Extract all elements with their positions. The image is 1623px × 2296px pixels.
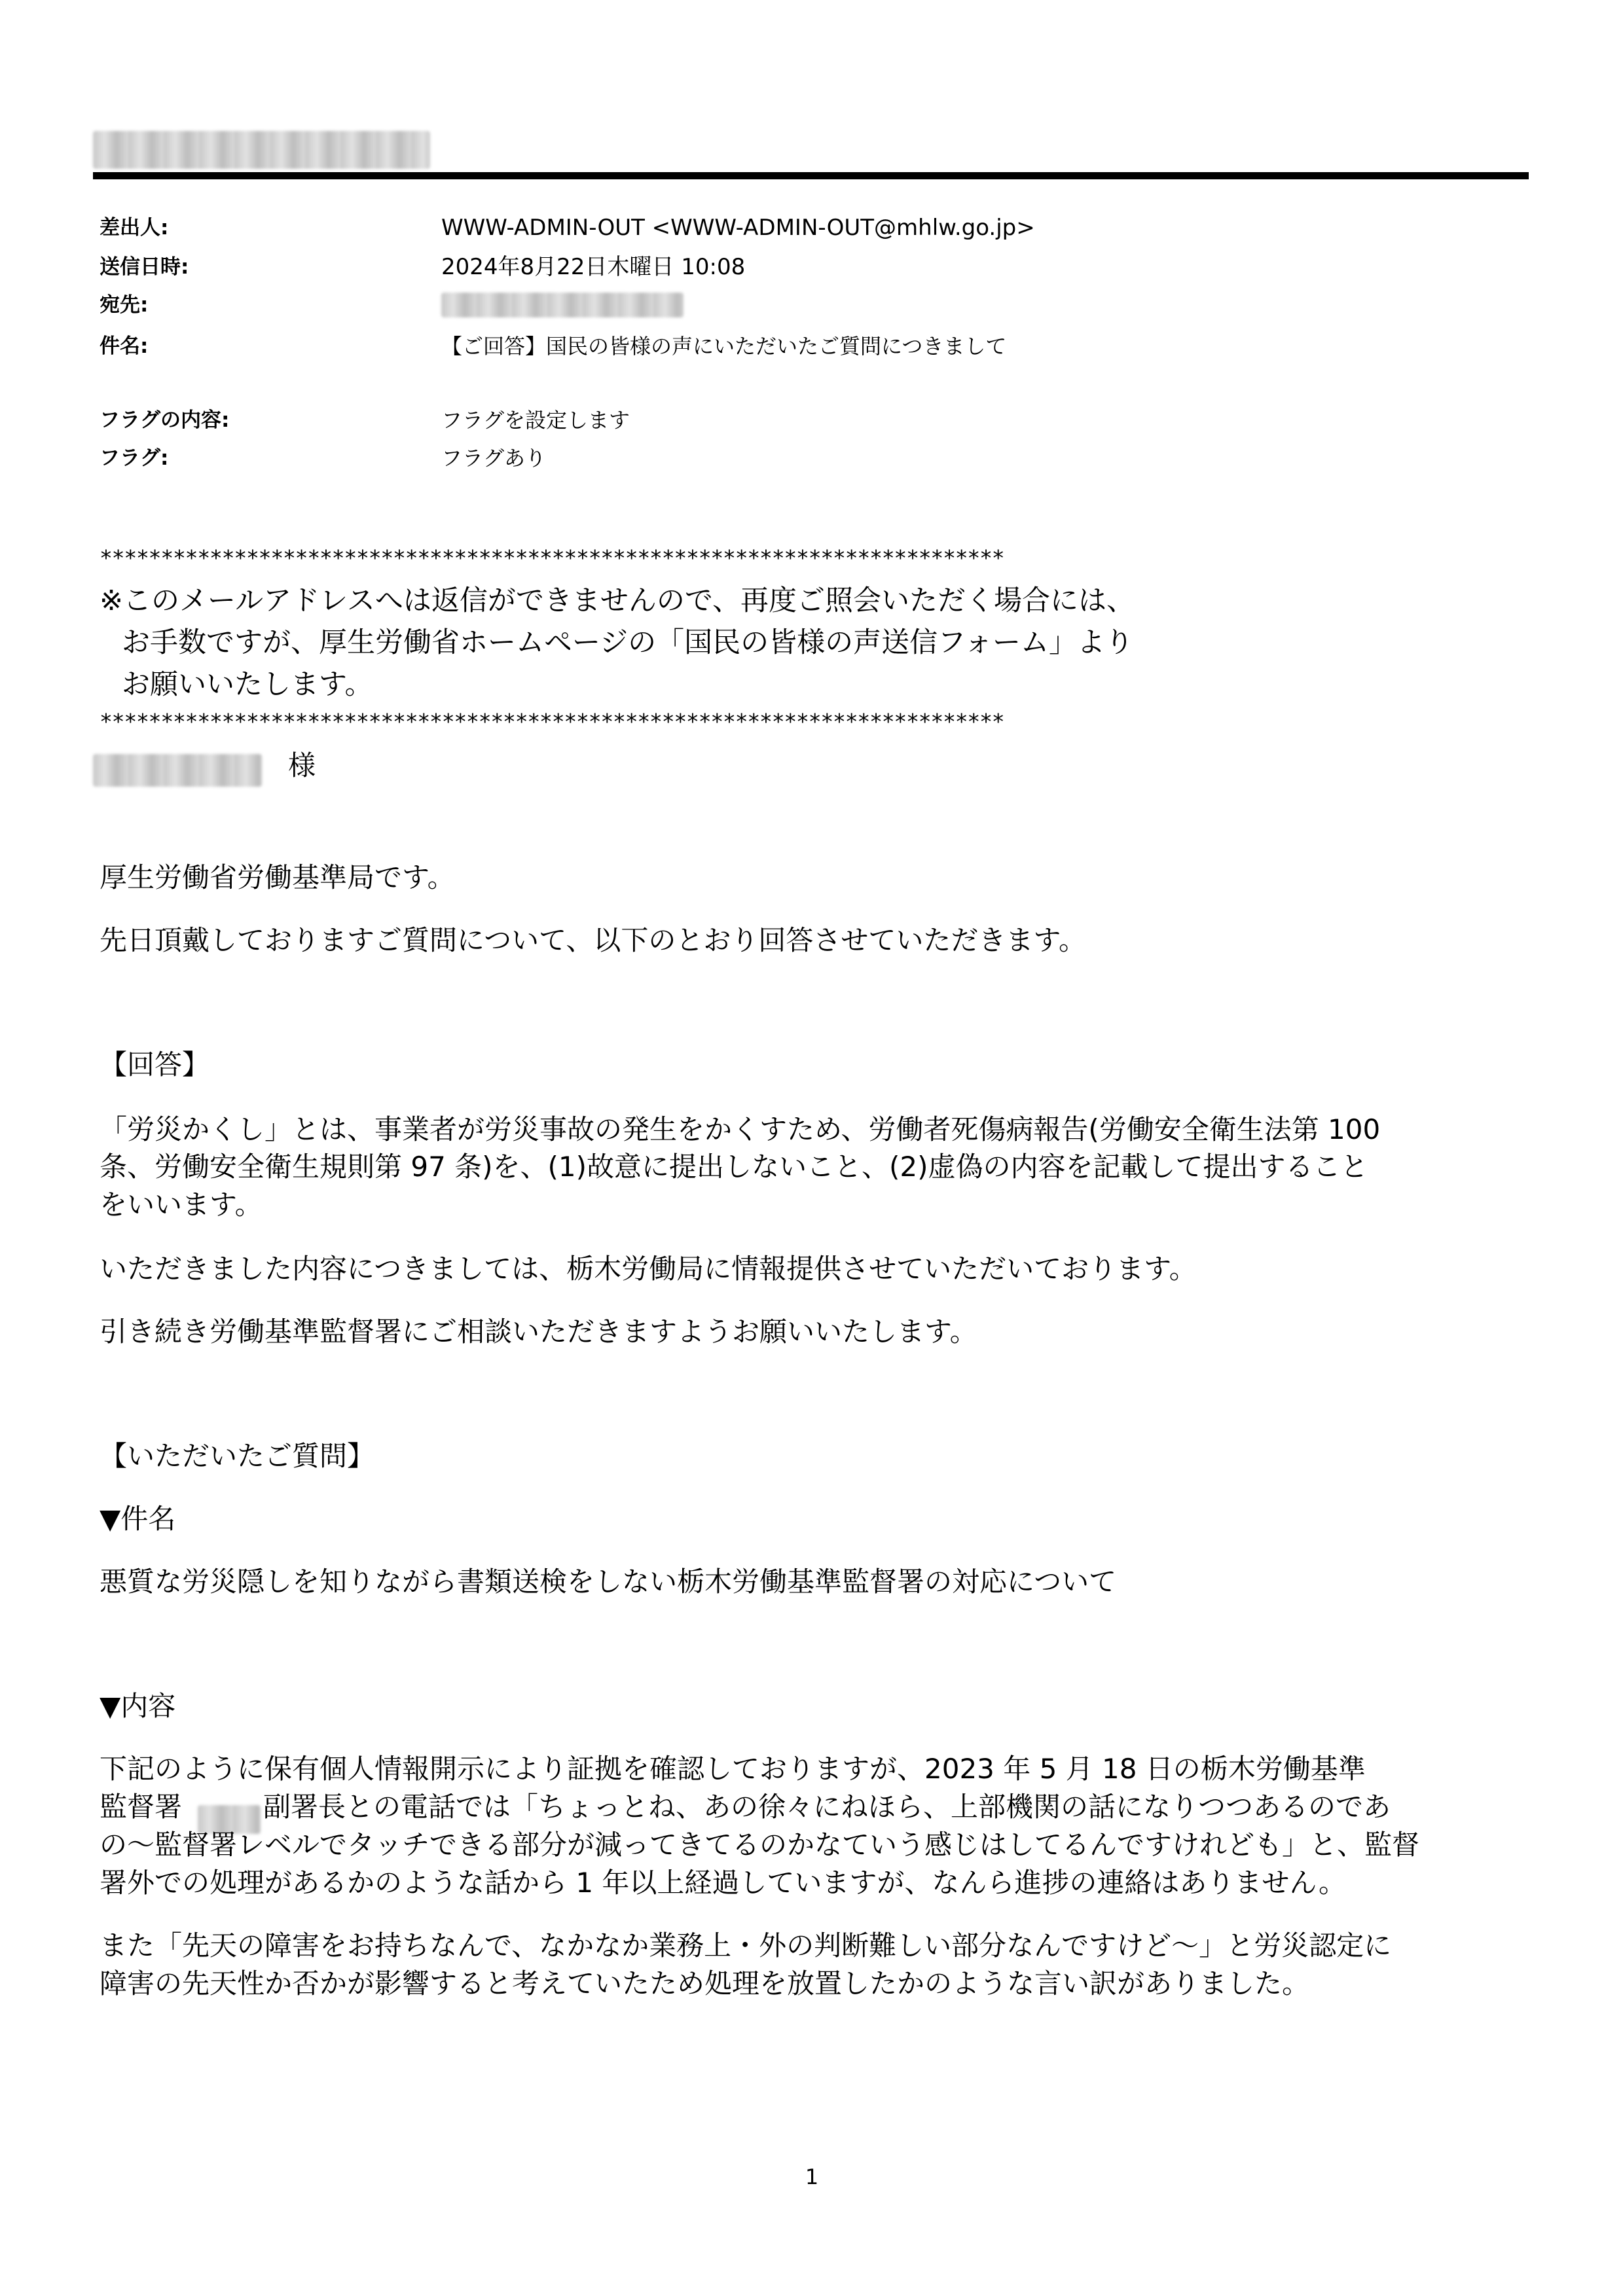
answer-p1-line-2: 条、労働安全衛生規則第 97 条)を、(1)故意に提出しないこと、(2)虚偽の内容を記載して提出すること	[100, 1151, 1368, 1183]
field-from-value[interactable]: WWW-ADMIN-OUT <WWW-ADMIN-OUT@mhlw.go.jp>	[441, 215, 1035, 241]
notice-separator-top: **************************************************************************	[100, 545, 1004, 571]
field-to-label: 宛先:	[100, 293, 149, 317]
question-subject-heading: ▼件名	[100, 1503, 176, 1535]
field-sent-label: 送信日時:	[100, 255, 189, 279]
field-flag-content	[100, 405, 1474, 438]
intro-line-1: 厚生労働省労働基準局です。	[100, 861, 455, 893]
answer-p1-line-3: をいいます。	[100, 1189, 263, 1221]
field-from-label: 差出人:	[100, 216, 169, 240]
question-p1-line-2-prefix: 監督署	[100, 1791, 183, 1823]
redacted-sender-name	[93, 131, 430, 169]
field-flag-content-value: フラグを設定します	[441, 408, 630, 433]
field-flag-content-label: フラグの内容:	[100, 408, 230, 432]
field-flag	[100, 443, 1474, 476]
salutation-honorific: 様	[288, 749, 316, 781]
question-p1-line-2: 副署長との電話では「ちょっとね、あの徐々にねほら、上部機関の話になりつつあるのであ	[263, 1791, 1391, 1823]
question-p2-line-1: また「先天の障害をお持ちなんで、なかなか業務上・外の判断難しい部分なんですけど～」と労災認定に	[100, 1929, 1392, 1962]
notice-separator-bottom: **************************************************************************	[100, 709, 1004, 734]
field-sent	[100, 252, 1474, 285]
field-sent-value: 2024年8月22日木曜日 10:08	[441, 254, 746, 280]
field-flag-value: フラグあり	[441, 446, 547, 471]
answer-p3: 引き続き労働基準監督署にご相談いただきますようお願いいたします。	[100, 1316, 977, 1348]
question-heading: 【いただいたご質問】	[100, 1440, 375, 1472]
page-number: 1	[805, 2164, 819, 2189]
intro-line-2: 先日頂戴しておりますご質問について、以下のとおり回答させていただきます。	[100, 924, 1086, 956]
question-p2-line-2: 障害の先天性か否かが影響すると考えていたため処理を放置したかのような言い訳がありました。	[100, 1967, 1310, 2000]
field-from	[100, 213, 1474, 245]
question-p1-line-1: 下記のように保有個人情報開示により証拠を確認しておりますが、2023 年 5 月 18 日の栃木労働基準	[100, 1753, 1366, 1785]
field-to	[100, 290, 1474, 323]
field-flag-label: フラグ:	[100, 446, 169, 470]
header-divider	[93, 172, 1529, 179]
question-content-heading: ▼内容	[100, 1690, 176, 1722]
redacted-recipient-name	[93, 754, 262, 787]
question-subject: 悪質な労災隠しを知りながら書類送検をしない栃木労働基準監督署の対応について	[100, 1566, 1117, 1598]
field-subject-value: 【ご回答】国民の皆様の声にいただいたご質問につきまして	[441, 334, 1007, 359]
answer-p2: いただきました内容につきましては、栃木労働局に情報提供させていただいております。	[100, 1253, 1197, 1285]
notice-line-1: ※このメールアドレスへは返信ができませんので、再度ご照会いただく場合には、	[100, 584, 1135, 617]
question-p1-line-3: の～監督署レベルでタッチできる部分が減ってきてるのかなていう感じはしてるんですけれども」と、監督	[100, 1829, 1420, 1861]
answer-heading: 【回答】	[100, 1049, 210, 1081]
notice-line-3: お願いいたします。	[122, 668, 373, 701]
field-subject	[100, 331, 1474, 364]
redacted-recipient-address	[441, 293, 684, 317]
question-p1-line-4: 署外での処理があるかのような話から 1 年以上経過していますが、なんら進捗の連絡はありません。	[100, 1867, 1346, 1899]
field-subject-label: 件名:	[100, 334, 149, 358]
notice-line-2: お手数ですが、厚生労働省ホームページの「国民の皆様の声送信フォーム」より	[122, 626, 1133, 659]
answer-p1-line-1: 「労災かくし」とは、事業者が労災事故の発生をかくすため、労働者死傷病報告(労働安全衛生法第 100	[100, 1113, 1381, 1145]
